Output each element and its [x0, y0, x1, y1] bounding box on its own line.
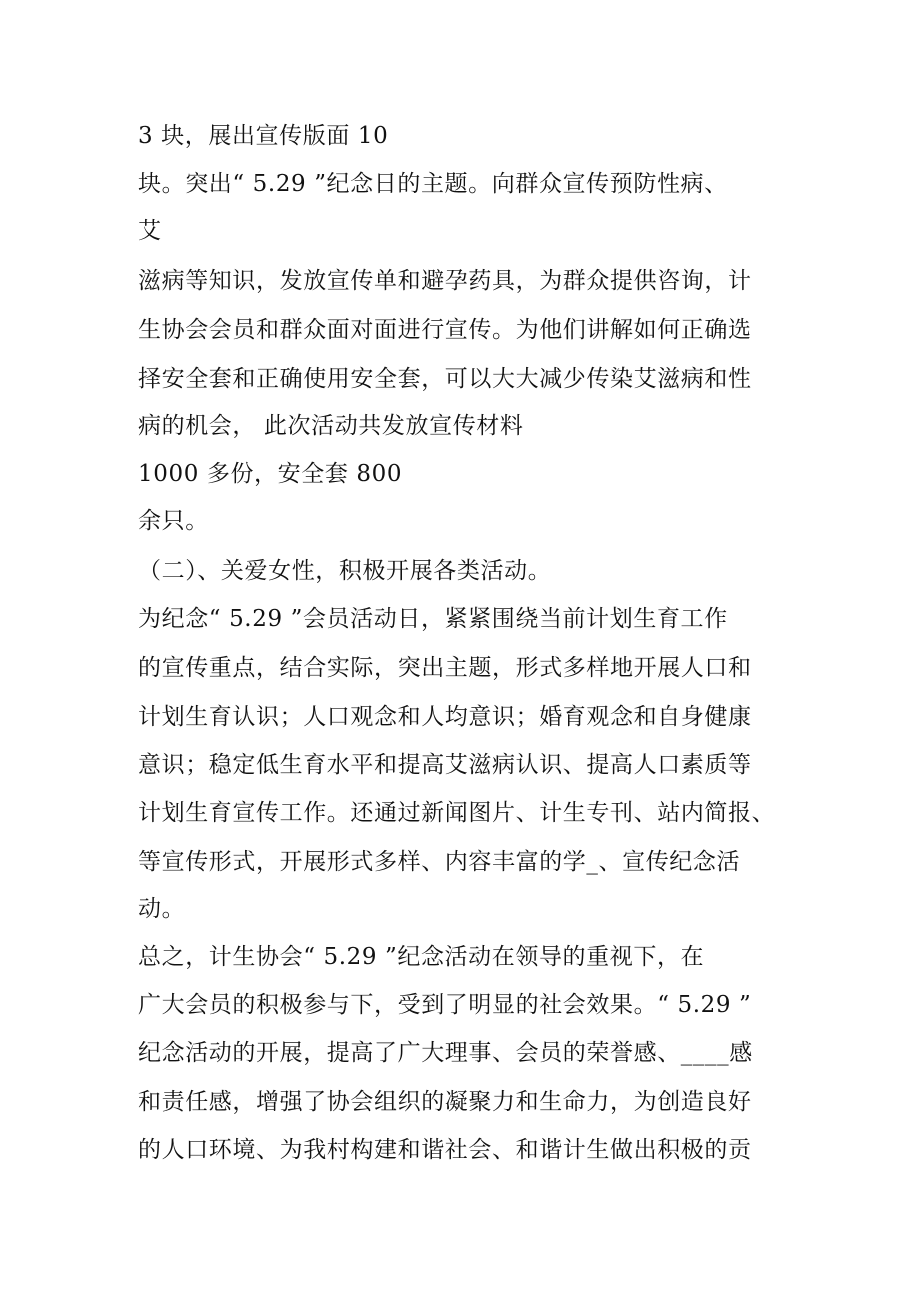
text-line: 病的机会， 此次活动共发放宣传材料 [138, 413, 524, 439]
text-line: 意识；稳定低生育水平和提高艾滋病认识、提高人口素质等 [138, 752, 752, 778]
text-line: 3 块，展出宣传版面 10 [138, 123, 389, 149]
text-line: 为纪念“ 5.29 ”会员活动日，紧紧围绕当前计划生育工作 [138, 606, 728, 632]
text-line: 动。 [138, 896, 186, 922]
section-heading: （二）、关爱女性，积极开展各类活动。 [138, 558, 552, 584]
text-line: 块。突出“ 5.29 ”纪念日的主题。向群众宣传预防性病、 [138, 171, 728, 197]
text-line: 生协会会员和群众面对面进行宣传。为他们讲解如何正确选 [138, 317, 752, 343]
text-line: 的宣传重点，结合实际，突出主题，形式多样地开展人口和 [138, 655, 752, 681]
text-line: 和责任感，增强了协会组织的凝聚力和生命力，为创造良好 [138, 1089, 752, 1115]
text-line: 计划生育认识；人口观念和人均意识；婚育观念和自身健康 [138, 704, 752, 730]
text-line: 广大会员的积极参与下，受到了明显的社会效果。“ 5.29 ” [138, 992, 752, 1018]
text-line: 计划生育宣传工作。还通过新闻图片、计生专刊、站内简报、 [138, 800, 776, 826]
text-line: 的人口环境、为我村构建和谐社会、和谐计生做出积极的贡 [138, 1137, 752, 1163]
text-line: 等宣传形式，开展形式多样、内容丰富的学_、宣传纪念活 [138, 849, 741, 875]
text-line: 滋病等知识，发放宣传单和避孕药具，为群众提供咨询，计 [138, 268, 752, 294]
text-line: 总之，计生协会“ 5.29 ”纪念活动在领导的重视下，在 [138, 944, 705, 970]
text-line: 余只。 [138, 508, 209, 534]
text-line: 纪念活动的开展，提高了广大理事、会员的荣誉感、____感 [138, 1040, 753, 1066]
text-line: 1000 多份，安全套 800 [138, 461, 403, 487]
text-line: 艾 [138, 218, 162, 244]
text-line: 择安全套和正确使用安全套，可以大大减少传染艾滋病和性 [138, 366, 752, 392]
